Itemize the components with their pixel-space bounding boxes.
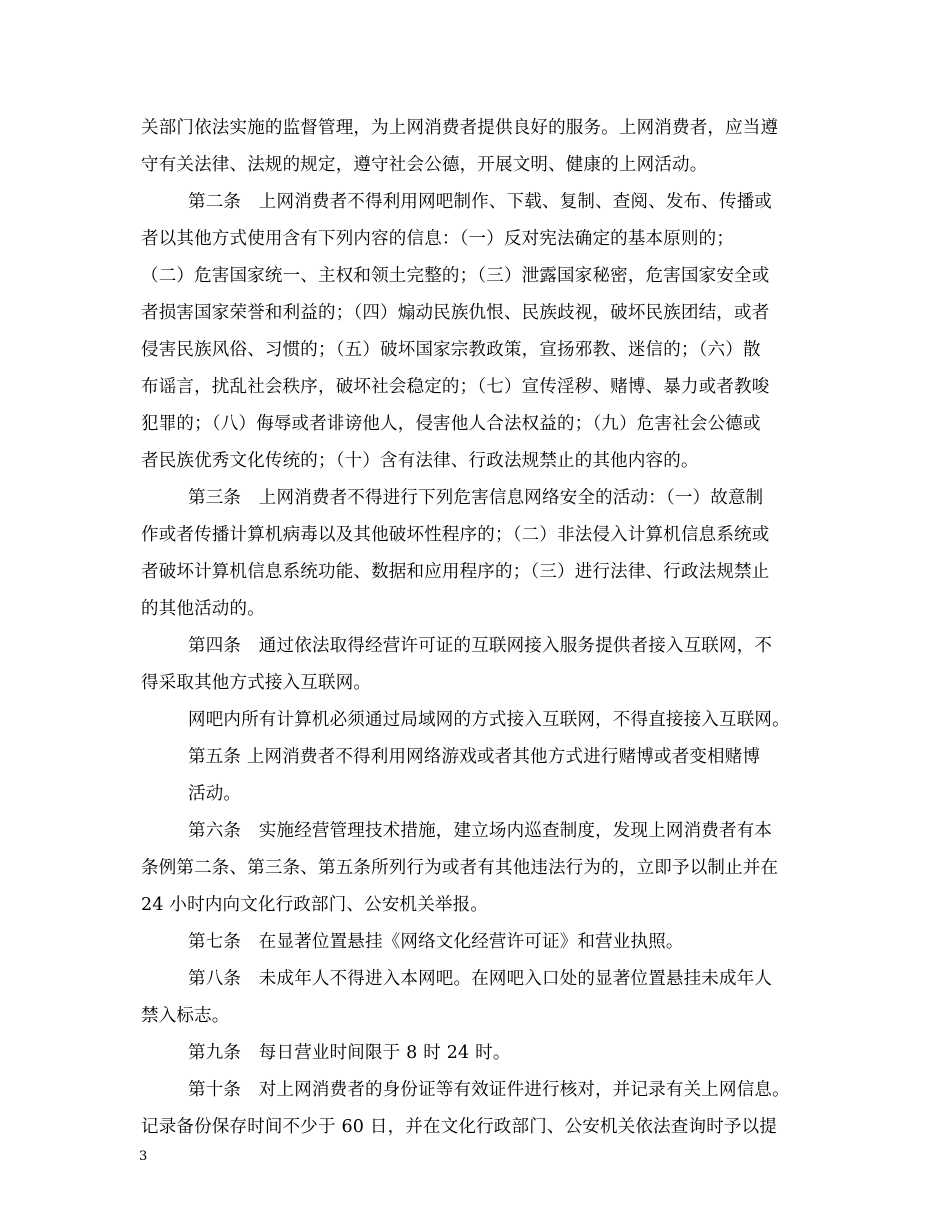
- paragraph-line: 记录备份保存时间不少于 60 日，并在文化行政部门、公安机关依法查询时予以提: [141, 1117, 777, 1137]
- article-2-heading-line: 第二条 上网消费者不得利用网吧制作、下载、复制、查阅、发布、传播或: [188, 192, 773, 212]
- paragraph-line: 关部门依法实施的监督管理，为上网消费者提供良好的服务。上网消费者，应当遵: [141, 118, 779, 138]
- paragraph-line: 者以其他方式使用含有下列内容的信息：（一）反对宪法确定的基本原则的；: [141, 229, 735, 249]
- paragraph-line: 犯罪的；（八）侮辱或者诽谤他人，侵害他人合法权益的；（九）危害社会公德或: [141, 414, 761, 434]
- article-6-heading-line: 第六条 实施经营管理技术措施，建立场内巡查制度，发现上网消费者有本: [188, 821, 773, 841]
- paragraph-line: 侵害民族风俗、习惯的；（五）破坏国家宗教政策，宣扬邪教、迷信的；（六）散: [141, 340, 761, 360]
- article-4-heading-line: 第四条 通过依法取得经营许可证的互联网接入服务提供者接入互联网，不: [188, 636, 773, 656]
- paragraph-line: 者损害国家荣誉和利益的；（四）煽动民族仇恨、民族歧视，破坏民族团结，或者: [141, 303, 770, 323]
- paragraph-line: 禁入标志。: [141, 1006, 230, 1026]
- paragraph-line: 得采取其他方式接入互联网。: [141, 673, 372, 693]
- paragraph-line: 活动。: [188, 784, 242, 804]
- article-9-heading-line: 第九条 每日营业时间限于 8 时 24 时。: [188, 1043, 511, 1063]
- paragraph-line: 的其他活动的。: [141, 599, 265, 619]
- page-number: 3: [139, 1149, 148, 1164]
- paragraph-line: 者破坏计算机信息系统功能、数据和应用程序的；（三）进行法律、行政法规禁止: [141, 562, 770, 582]
- paragraph-line: 作或者传播计算机病毒以及其他破坏性程序的；（二）非法侵入计算机信息系统或: [141, 525, 770, 545]
- paragraph-line: （二）危害国家统一、主权和领土完整的；（三）泄露国家秘密，危害国家安全或: [141, 266, 770, 286]
- paragraph-line: 条例第二条、第三条、第五条所列行为或者有其他违法行为的，立即予以制止并在: [141, 858, 779, 878]
- paragraph-line: 24 小时内向文化行政部门、公安机关举报。: [141, 895, 489, 915]
- article-7-heading-line: 第七条 在显著位置悬挂《网络文化经营许可证》和营业执照。: [188, 932, 684, 952]
- article-10-heading-line: 第十条 对上网消费者的身份证等有效证件进行核对，并记录有关上网信息。: [188, 1080, 790, 1100]
- article-8-heading-line: 第八条 未成年人不得进入本网吧。在网吧入口处的显著位置悬挂未成年人: [188, 969, 773, 989]
- paragraph-line: 者民族优秀文化传统的；（十）含有法律、行政法规禁止的其他内容的。: [141, 451, 699, 471]
- article-5-heading-line: 第五条 上网消费者不得利用网络游戏或者其他方式进行赌博或者变相赌博: [188, 747, 761, 767]
- article-3-heading-line: 第三条 上网消费者不得进行下列危害信息网络安全的活动：（一）故意制: [188, 488, 764, 508]
- paragraph-line: 布谣言，扰乱社会秩序，破坏社会稳定的；（七）宣传淫秽、赌博、暴力或者教唆: [141, 377, 770, 397]
- paragraph-line: 网吧内所有计算机必须通过局域网的方式接入互联网，不得直接接入互联网。: [188, 710, 790, 730]
- paragraph-line: 守有关法律、法规的规定，遵守社会公德，开展文明、健康的上网活动。: [141, 155, 708, 175]
